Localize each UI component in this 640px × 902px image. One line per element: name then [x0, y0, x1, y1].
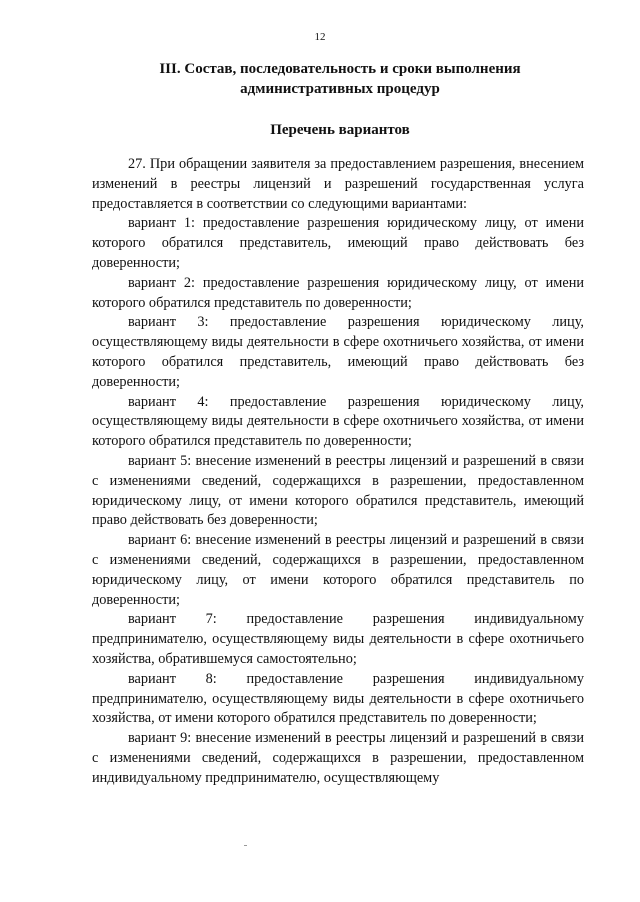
paragraph-variant-1: вариант 1: предоставление разрешения юридическому лицу, от имени которого обратился представитель, имеющий право действовать без доверенности;	[92, 215, 584, 271]
paragraph-variant-9: вариант 9: внесение изменений в реестры лицензий и разрешений в связи с изменениями сведений, содержащихся в разрешении, предоставленном индивидуальному предпринимателю, осуществляющему	[92, 730, 584, 786]
paragraph-variant-6: вариант 6: внесение изменений в реестры лицензий и разрешений в связи с изменениями сведений, содержащихся в разрешении, предоставленном юридическому лицу, от имени которого обратился представитель по доверенности;	[92, 532, 584, 608]
scan-dot	[244, 845, 247, 846]
paragraph-variant-2: вариант 2: предоставление разрешения юридическому лицу, от имени которого обратился представитель по доверенности;	[92, 274, 584, 311]
section-heading	[90, 59, 590, 99]
document-body	[92, 155, 584, 789]
paragraph-intro: 27. При обращении заявителя за предоставлением разрешения, внесением изменений в реестры лицензий и разрешений государственная услуга предоставляется в соответствии со следующими вариантами:	[92, 156, 584, 212]
paragraph-variant-4: вариант 4: предоставление разрешения юридическому лицу, осуществляющему виды деятельности в сфере охотничьего хозяйства, от имени которого обратился представитель по доверенности;	[92, 393, 584, 450]
paragraph-variant-8: вариант 8: предоставление разрешения индивидуальному предпринимателю, осуществляющему виды деятельности в сфере охотничьего хозяйства, от имени которого обратился представитель по доверенности;	[92, 670, 584, 727]
variants-list-heading: Перечень вариантов	[270, 122, 410, 138]
section-heading-line-1: III. Состав, последовательность и сроки выполнения	[159, 61, 521, 77]
page-number: 12	[314, 31, 326, 43]
section-heading-line-2: административных процедур	[240, 81, 440, 97]
paragraph-variant-3: вариант 3: предоставление разрешения юридическому лицу, осуществляющему виды деятельности в сфере охотничьего хозяйства, от имени которого обратился представитель, имеющий право действовать без доверенности;	[92, 314, 584, 390]
paragraph-variant-5: вариант 5: внесение изменений в реестры лицензий и разрешений в связи с изменениями сведений, содержащихся в разрешении, предоставленном юридическому лицу, от имени которого обратился представитель, имеющий право действовать без доверенности;	[92, 452, 584, 529]
paragraph-variant-7: вариант 7: предоставление разрешения индивидуальному предпринимателю, осуществляющему виды деятельности в сфере охотничьего хозяйства, обратившемуся самостоятельно;	[92, 611, 584, 667]
